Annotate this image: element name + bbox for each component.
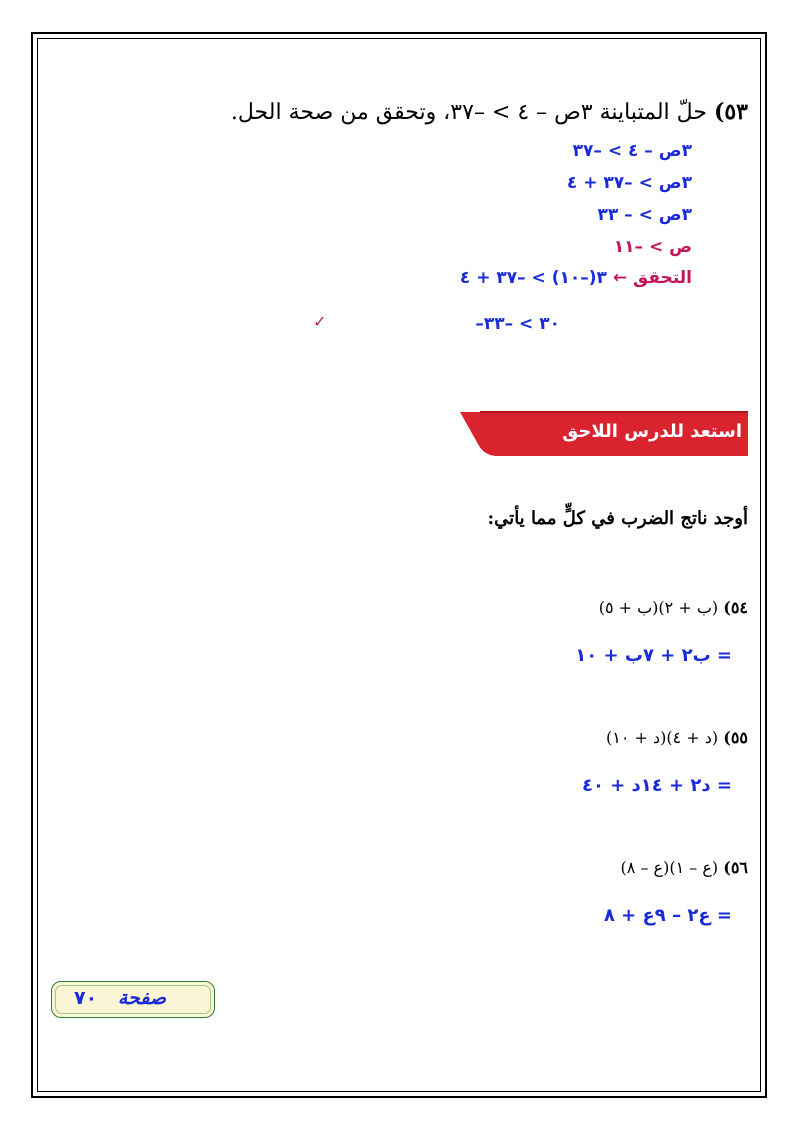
page-label: صفحة — [117, 987, 167, 1009]
problem-55-expression: (د + ٤)(د + ١٠) — [605, 728, 719, 747]
arrow-left-icon: ← — [612, 268, 628, 288]
solution-step-6: –٣٠ > –٣٣ — [475, 314, 560, 334]
section-banner-title: استعد للدرس اللاحق — [562, 421, 742, 442]
solution-step-4: ص > –١١ — [613, 237, 692, 257]
problem-56 — [621, 858, 748, 877]
problem-54 — [599, 598, 748, 617]
solution-step-2: ٣ص > –٣٧ + ٤ — [566, 173, 692, 193]
question-53-text: حلّ المتباينة ٣ص – ٤ > –٣٧، وتحقق من صحة الحل. — [230, 100, 707, 125]
solution-step-3: ٣ص > – ٣٣ — [597, 205, 692, 225]
problem-54-expression: (ب + ٢)(ب + ٥) — [598, 598, 719, 617]
problem-55-answer: = د٢ + ١٤د + ٤٠ — [581, 775, 732, 796]
question-53 — [231, 99, 748, 125]
problem-54-number: ٥٤) — [723, 598, 748, 617]
check-expression: ٣(–١٠) > –٣٧ + ٤ — [459, 268, 607, 288]
problem-55 — [606, 728, 748, 747]
problem-56-answer: = ع٢ – ٩ع + ٨ — [603, 905, 732, 926]
problem-56-expression: (ع – ١)(ع – ٨) — [620, 858, 719, 877]
problem-55-number: ٥٥) — [723, 728, 748, 747]
instruction-text: أوجد ناتج الضرب في كلٍّ مما يأتي: — [487, 508, 748, 529]
page-number — [74, 987, 166, 1009]
page-number-value: ٧٠ — [74, 987, 98, 1009]
check-label: التحقق — [633, 268, 692, 288]
question-53-number: ٥٣) — [713, 99, 748, 125]
page-border-inner — [37, 38, 761, 1092]
checkmark-icon: ✓ — [313, 312, 327, 331]
check-row — [460, 268, 692, 288]
problem-56-number: ٥٦) — [723, 858, 748, 877]
solution-step-1: ٣ص – ٤ > –٣٧ — [572, 141, 692, 161]
problem-54-answer: = ب٢ + ٧ب + ١٠ — [575, 645, 732, 666]
